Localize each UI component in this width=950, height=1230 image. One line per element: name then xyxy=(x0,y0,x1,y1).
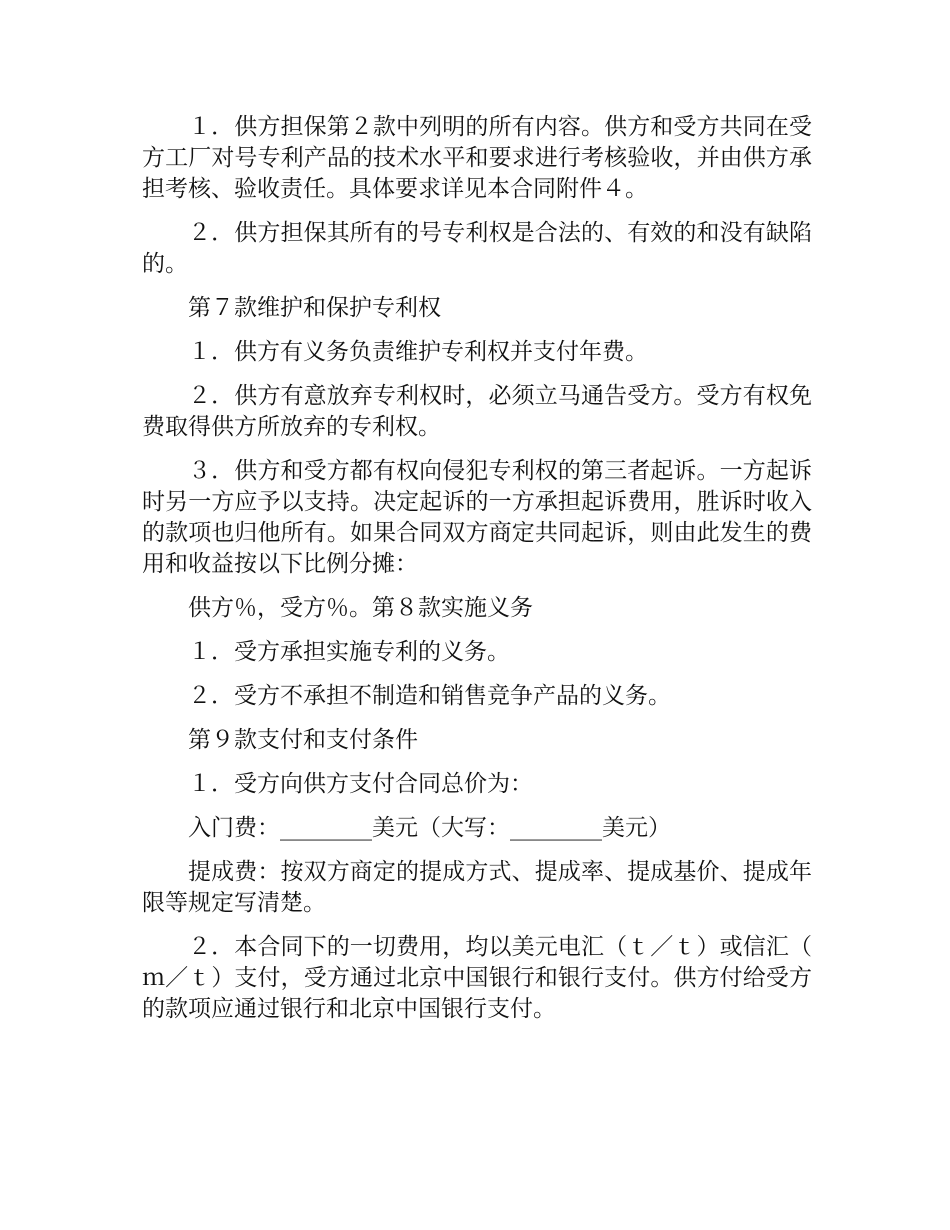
paragraph-ratio-and-heading-clause-8: 供方％，受方％。第８款实施义务 xyxy=(188,595,533,621)
paragraph-royalty-fee: 提成费：按双方商定的提成方式、提成率、提成基价、提成年限等规定写清楚。 xyxy=(142,859,812,916)
paragraph-clause-7-item-2: ２．供方有意放弃专利权时，必须立马通告受方。受方有权免费取得供方所放弃的专利权。 xyxy=(142,383,812,440)
paragraph-clause-8-item-2: ２．受方不承担不制造和销售竞争产品的义务。 xyxy=(188,683,671,709)
paragraph-clause-7-item-3: ３．供方和受方都有权向侵犯专利权的第三者起诉。一方起诉时另一方应予以支持。决定起诉的一方承担起诉费用，胜诉时收入的款项也归他所有。如果合同双方商定共同起诉，则由此发生的费用和收益按以下比例分摊： xyxy=(142,458,812,577)
heading-clause-7: 第７款维护和保护专利权 xyxy=(188,295,441,321)
paragraph-clause-6-item-2: ２．供方担保其所有的号专利权是合法的、有效的和没有缺陷的。 xyxy=(142,220,812,277)
paragraph-clause-8-item-1: １．受方承担实施专利的义务。 xyxy=(188,639,510,665)
paragraph-clause-9-item-2: ２．本合同下的一切费用，均以美元电汇（ｔ／ｔ）或信汇（ｍ／ｔ）支付，受方通过北京中国银行和银行支付。供方付给受方的款项应通过银行和北京中国银行支付。 xyxy=(142,934,812,1022)
paragraph-clause-9-item-1: １．受方向供方支付合同总价为： xyxy=(188,771,533,797)
paragraph-entry-fee: 入门费：________美元（大写：________美元） xyxy=(188,815,671,841)
document-page xyxy=(142,112,812,1038)
paragraph-clause-7-item-1: １．供方有义务负责维护专利权并支付年费。 xyxy=(188,339,648,365)
heading-clause-9: 第９款支付和支付条件 xyxy=(188,727,418,753)
paragraph-clause-6-item-1: １．供方担保第２款中列明的所有内容。供方和受方共同在受方工厂对号专利产品的技术水平和要求进行考核验收，并由供方承担考核、验收责任。具体要求详见本合同附件４。 xyxy=(142,114,812,202)
